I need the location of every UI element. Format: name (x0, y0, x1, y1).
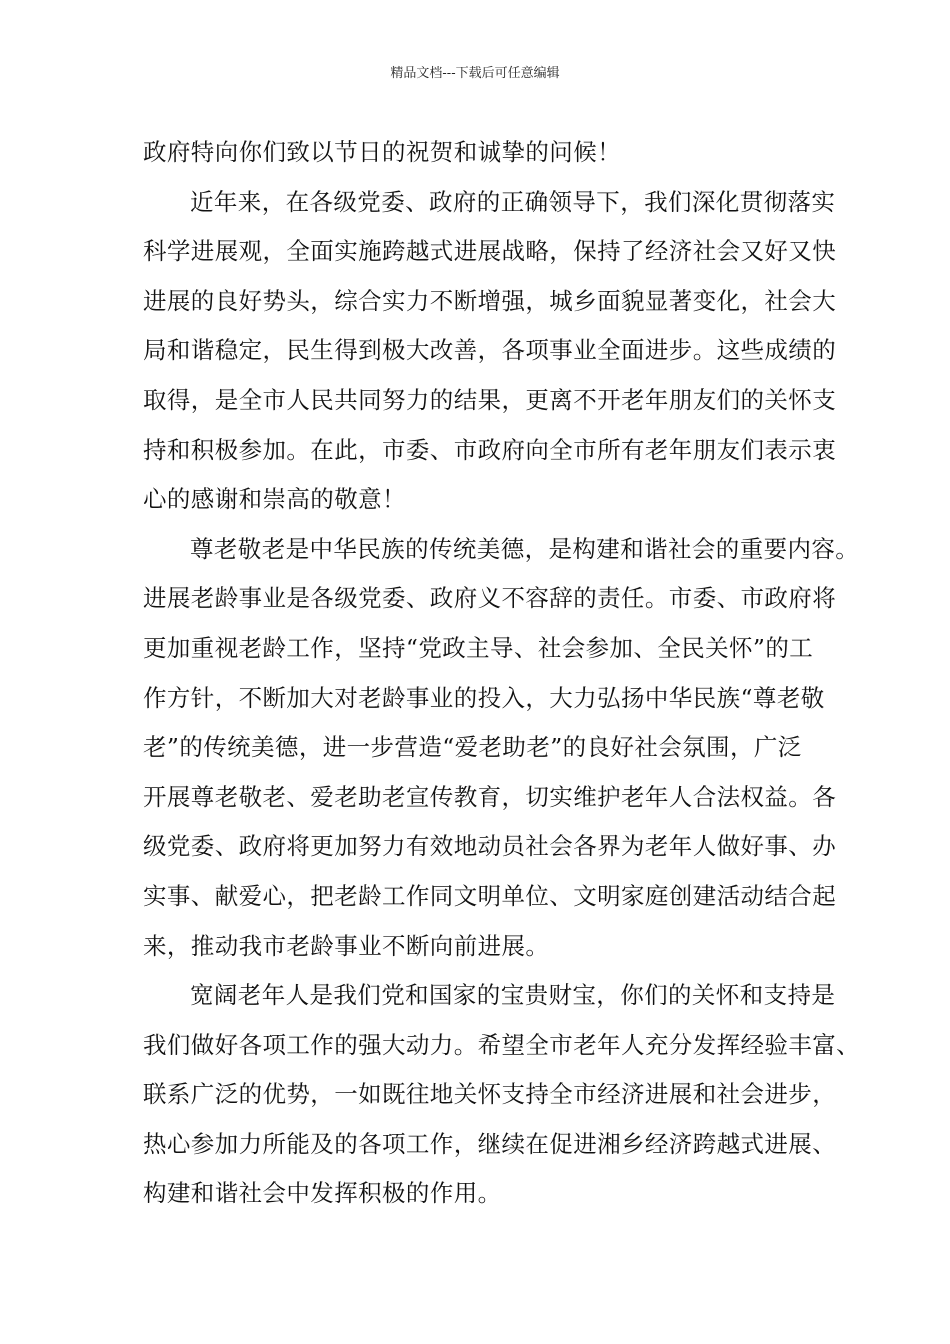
page-header: 精品文档---下载后可任意编辑 (390, 66, 560, 81)
paragraph-4 (143, 971, 860, 1219)
text-line: 取得，是全市人民共同努力的结果，更离不开老年朋友们的关怀支 (143, 385, 837, 414)
text-line: 科学进展观，全面实施跨越式进展战略，保持了经济社会又好又快 (143, 237, 837, 266)
text-line: 构建和谐社会中发挥积极的作用。 (143, 1179, 502, 1208)
paragraph-1 (143, 128, 811, 178)
text-line: 我们做好各项工作的强大动力。希望全市老年人充分发挥经验丰富、 (143, 1030, 860, 1059)
document-body (143, 128, 860, 1219)
text-line: 实事、献爱心，把老龄工作同文明单位、文明家庭创建活动结合起 (143, 881, 837, 910)
text-line: 尊老敬老是中华民族的传统美德，是构建和谐社会的重要内容。 (190, 534, 860, 563)
text-line: 更加重视老龄工作，坚持“党政主导、社会参加、全民关怀”的工 (143, 633, 814, 662)
text-line: 联系广泛的优势，一如既往地关怀支持全市经济进展和社会进步， (143, 1080, 837, 1109)
text-line: 来，推动我市老龄事业不断向前进展。 (143, 931, 550, 960)
text-line: 进展老龄事业是各级党委、政府义不容辞的责任。市委、市政府将 (143, 584, 837, 613)
text-line: 宽阔老年人是我们党和国家的宝贵财宝，你们的关怀和支持是 (190, 981, 836, 1010)
paragraph-2 (143, 178, 837, 525)
text-line: 热心参加力所能及的各项工作，继续在促进湘乡经济跨越式进展、 (143, 1129, 837, 1158)
text-line: 政府特向你们致以节日的祝贺和诚挚的问候！ (143, 138, 621, 166)
text-line: 心的感谢和崇高的敬意！ (143, 485, 406, 514)
text-line: 作方针，不断加大对老龄事业的投入，大力弘扬中华民族“尊老敬 (143, 683, 825, 712)
text-line: 老”的传统美德，进一步营造“爱老助老”的良好社会氛围，广泛 (143, 733, 802, 762)
text-line: 近年来，在各级党委、政府的正确领导下，我们深化贯彻落实 (190, 187, 836, 216)
paragraph-3 (143, 525, 860, 971)
text-line: 开展尊老敬老、爱老助老宣传教育，切实维护老年人合法权益。各 (143, 782, 837, 811)
text-line: 持和积极参加。在此，市委、市政府向全市所有老年朋友们表示衷 (143, 435, 837, 464)
text-line: 局和谐稳定，民生得到极大改善，各项事业全面进步。这些成绩的 (143, 336, 837, 365)
text-line: 进展的良好势头，综合实力不断增强，城乡面貌显著变化，社会大 (143, 286, 837, 315)
text-line: 级党委、政府将更加努力有效地动员社会各界为老年人做好事、办 (143, 832, 837, 861)
